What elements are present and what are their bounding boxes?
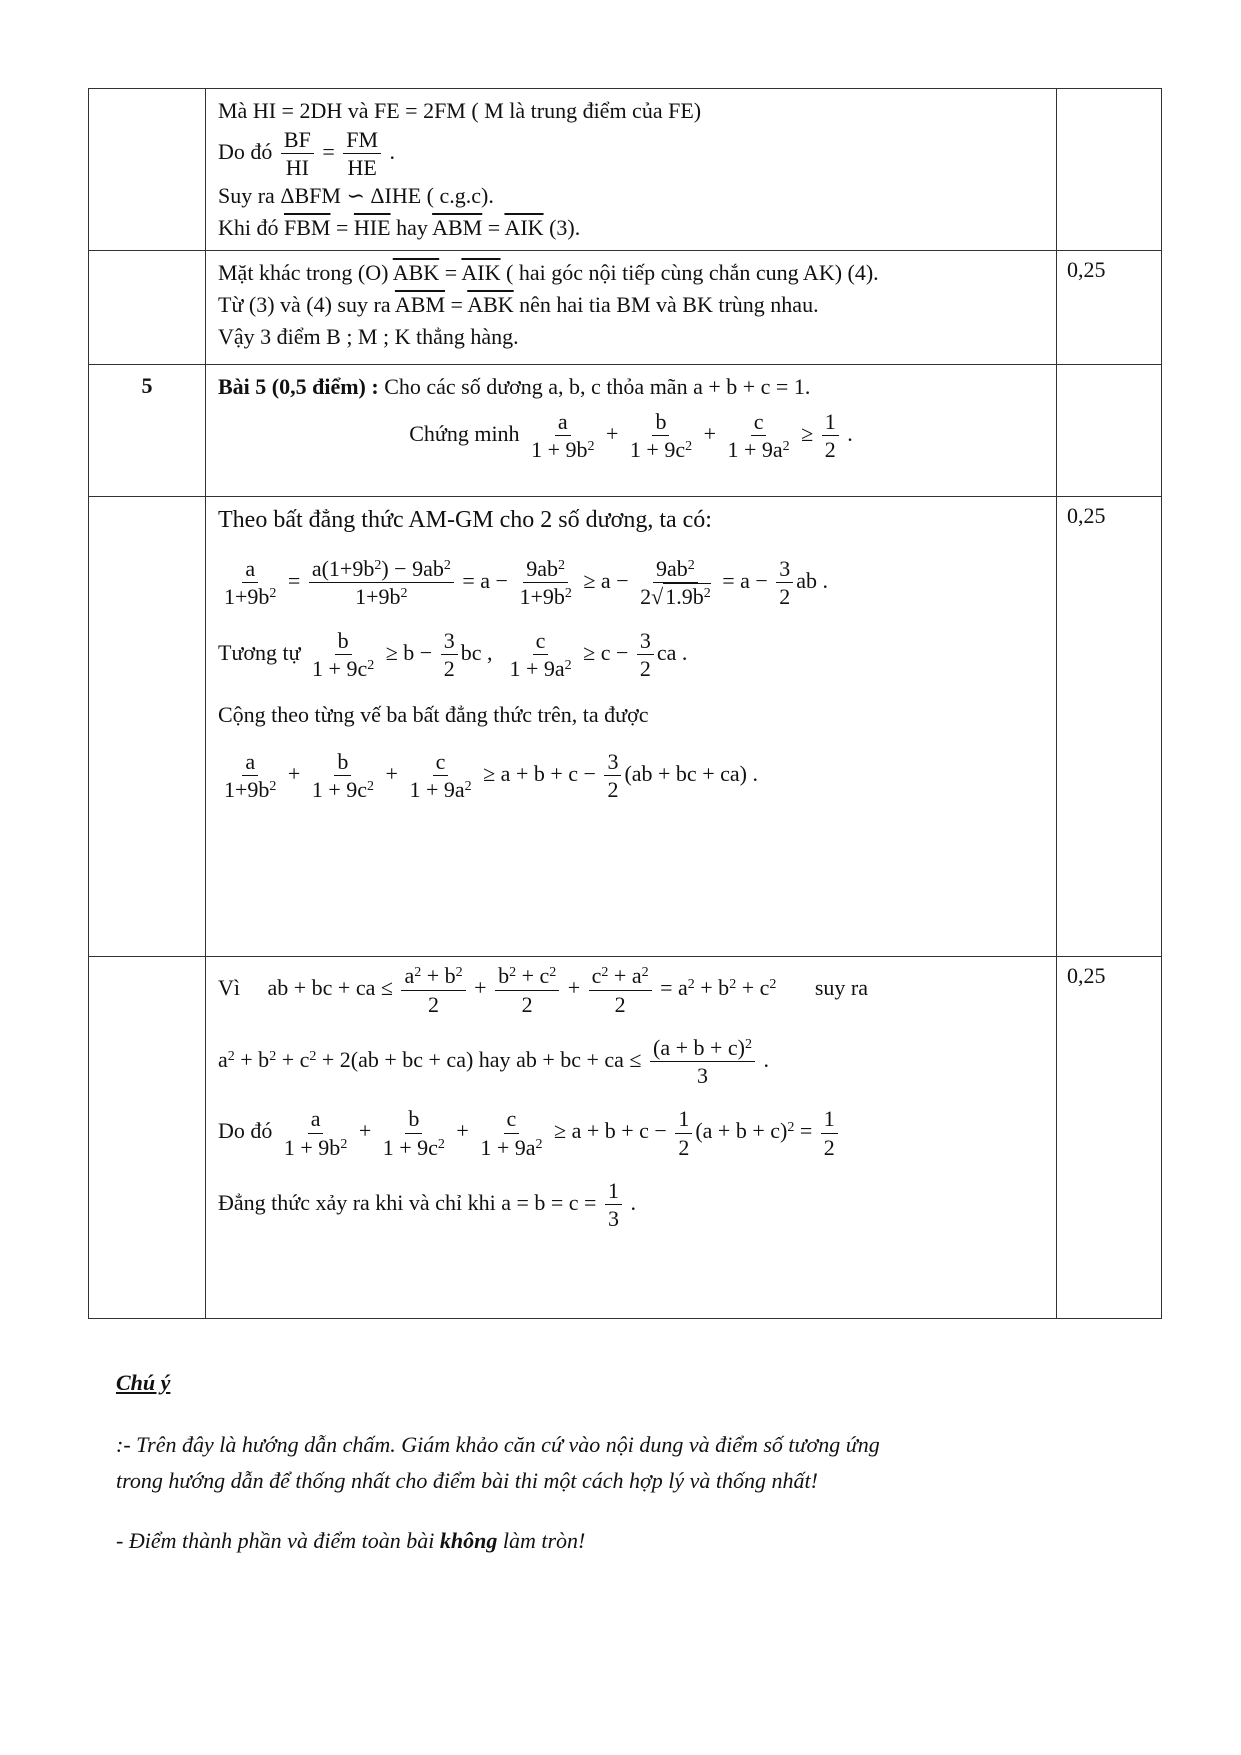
score-cell [1057,89,1162,251]
note-line [116,1528,585,1554]
fraction: $\frac{BF}{HI}$ [281,127,314,181]
text-line: Chứng minh $\frac{a}{1 + 9b^2}$ + $\frac{b}{1 + 9c^2}$ + $\frac{c}{1 + 9a^2}$ ≥ $\frac{1}{2}$ . [409,409,853,463]
math-line: $a^2 + b^2 + c^2 + 2(ab$ + bc + ca) hay ab + bc + ca ≤ $\frac{(a + b + c)^2}{3}$ . [218,1034,770,1089]
note-title: Chú ý [116,1370,171,1395]
note-line: :- Trên đây là hướng dẫn chấm. Giám khảo căn cứ vào nội dung và điểm số tương ứng [116,1432,880,1457]
question-number: 5 [141,373,153,399]
math-line: $\frac{a}{1+9b^2}$ = $\frac{a(1+9b^2) - 9ab^2}{1+9b^2}$ = a − $\frac{9ab^2}{1+9b^2}$ ≥ a − $\frac{9ab^2}{2√1.9b^2}$ = a − $\frac{3}{2}$ ab . [224,556,829,610]
content-cell [206,957,1057,1319]
question-number-cell [89,497,206,957]
text-line: Mặt khác trong (O) $\overline{ABK} = \overline{AIK}$ ( hai góc nội tiếp cùng chắn cung AK) (4). [218,260,879,286]
content-cell [206,497,1057,957]
note-line: trong hướng dẫn để thống nhất cho điểm bài thi một cách hợp lý và thống nhất! [116,1468,818,1493]
table-row [89,497,1162,957]
score-value: 0,25 [1067,963,1106,989]
text-fragment: Khi đó [218,215,279,241]
question-number-cell [89,251,206,365]
text-fragment: Do đó [218,1118,273,1144]
content-cell [206,365,1057,497]
math-line: $\frac{a}{1+9b^2}$ + $\frac{b}{1 + 9c^2}$ + $\frac{c}{1 + 9a^2}$ ≥ a + b + c − $\frac{3}{2}$ (ab + bc + ca) . [224,749,758,803]
score-value: 0,25 [1067,257,1106,283]
table-row [89,89,1162,251]
question-number-cell [89,365,206,497]
text-fragment: Đẳng thức xảy ra khi và chỉ khi [218,1189,496,1215]
question-number-cell [89,957,206,1319]
fraction: $\frac{FM}{HE}$ [343,127,381,181]
score-cell [1057,497,1162,957]
text-fragment: (3). [549,215,581,241]
math-line: Tương tự $\frac{b}{1 + 9c^2}$ ≥ b − $\frac{3}{2}$ bc , $\frac{c}{1 + 9a^2}$ ≥ c − $\frac{3}{2}$ ca . [218,627,688,681]
text-line: Vậy 3 điểm B ; M ; K thẳng hàng. [218,324,519,350]
text-fragment: suy ra [814,975,869,1001]
score-value [1057,89,1161,101]
score-value: 0,25 [1067,503,1106,529]
content-cell [206,251,1057,365]
text-fragment: Cho các số dương a, b, c thỏa mãn a + b + c = 1. [384,374,811,400]
text-fragment: Do đó [218,138,273,164]
math-line: Do đó $\frac{a}{1 + 9b^2}$ + $\frac{b}{1 + 9c^2}$ + $\frac{c}{1 + 9a^2}$ ≥ a + b + c − $\frac{1}{2}$ $(a + b + c)^2$ = $\frac{1}{2}$ [218,1106,1044,1160]
text-fragment: làm tròn! [497,1528,586,1553]
score-cell [1057,365,1162,497]
text-fragment: nên hai tia BM và BK trùng nhau. [519,292,819,318]
text-fragment: Tương tự [218,639,301,665]
table-row [89,957,1162,1319]
text-fragment: hay [478,1046,511,1072]
text-line: Theo bất đẳng thức AM-GM cho 2 số dương, ta có: [218,507,712,534]
text-line: Mà HI = 2DH và FE = 2FM ( M là trung điểm của FE) [218,98,702,123]
emphasis-text: không [439,1528,498,1553]
math-line: Vì ab + bc + ca ≤ $\frac{a^2 + b^2}{2}$ + $\frac{b^2 + c^2}{2}$ + $\frac{c^2 + a^2}{2}$ = $a^2 + b^2 + c^2$ suy ra [218,963,869,1017]
text-line [218,371,1044,403]
table-row [89,365,1162,497]
table-row [89,251,1162,365]
text-line: Khi đó $\overline{FBM} = \overline{HIE}$ hay $\overline{ABM} = \overline{AIK}$ (3). [218,215,581,241]
text-fragment: Vì [218,975,240,1001]
text-fragment: Từ (3) và (4) suy ra [218,292,391,318]
text-line: Cộng theo từng vế ba bất đẳng thức trên, ta được [218,702,649,728]
text-fragment: ( hai góc nội tiếp cùng chắn cung AK) (4). [506,260,879,286]
score-cell [1057,251,1162,365]
score-value [1057,365,1161,377]
content-cell [206,89,1057,251]
text-fragment: Mặt khác trong (O) [218,260,389,286]
text-line: Do đó $\frac{BF}{HI}$ = $\frac{FM}{HE}$ . [218,126,396,181]
math-line: Đẳng thức xảy ra khi và chỉ khi a = b = c = $\frac{1}{3}$ . [218,1178,636,1232]
text-fragment: hay [396,215,428,241]
text-line: Từ (3) và (4) suy ra $\overline{ABM} = \overline{ABK}$ nên hai tia BM và BK trùng nhau. [218,292,819,318]
score-cell [1057,957,1162,1319]
text-line: Suy ra ΔBFM ∽ ΔIHE ( c.g.c). [218,183,494,209]
answer-table [88,88,1162,1319]
question-number-cell [89,89,206,251]
problem-title: Bài 5 (0,5 điểm) : [218,374,379,400]
text-fragment: - Điểm thành phần và điểm toàn bài [116,1528,440,1553]
text-fragment: Chứng minh [409,421,520,446]
